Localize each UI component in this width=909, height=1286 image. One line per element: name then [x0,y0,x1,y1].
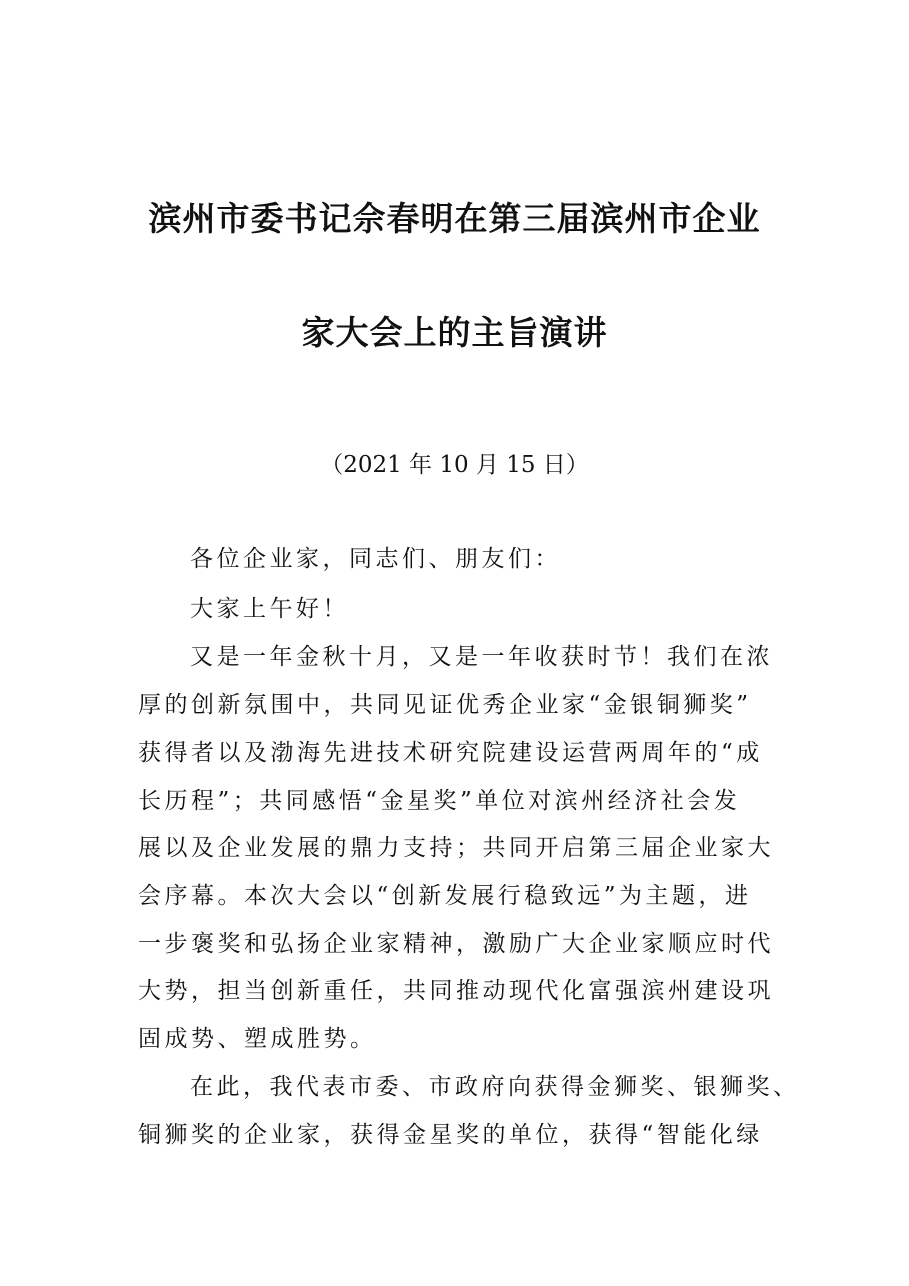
paragraph-line: 大势，担当创新重任，共同推动现代化富强滨州建设巩 [138,978,774,1004]
paragraph-line: 在此，我代表市委、市政府向获得金狮奖、银狮奖、 [190,1074,800,1100]
paragraph-line: 固成势、塑成胜势。 [138,1026,377,1052]
paragraph-line: 长历程”；共同感悟“金星奖”单位对滨州经济社会发 [138,788,741,814]
greeting-line: 大家上午好！ [190,596,349,622]
paragraph-line: 一步褒奖和弘扬企业家精神，激励广大企业家顺应时代 [138,931,774,957]
paragraph-line: 铜狮奖的企业家，获得金星奖的单位，获得“智能化绿 [138,1122,763,1148]
paragraph-line: 会序幕。本次大会以“创新发展行稳致远”为主题，进 [138,883,752,909]
paragraph-line: 获得者以及渤海先进技术研究院建设运营两周年的“成 [138,740,763,766]
paragraph-line: 又是一年金秋十月，又是一年收获时节！我们在浓 [190,644,773,670]
paragraph-line: 厚的创新氛围中，共同见证优秀企业家“金银铜狮奖” [138,692,752,718]
document-date: （2021 年 10 月 15 日） [320,452,589,478]
salutation-line: 各位企业家，同志们、朋友们： [190,546,561,572]
document-title-line-2: 家大会上的主旨演讲 [301,313,608,352]
paragraph-line: 展以及企业发展的鼎力支持；共同开启第三届企业家大 [138,835,774,861]
document-title-line-1: 滨州市委书记佘春明在第三届滨州市企业 [148,199,761,238]
